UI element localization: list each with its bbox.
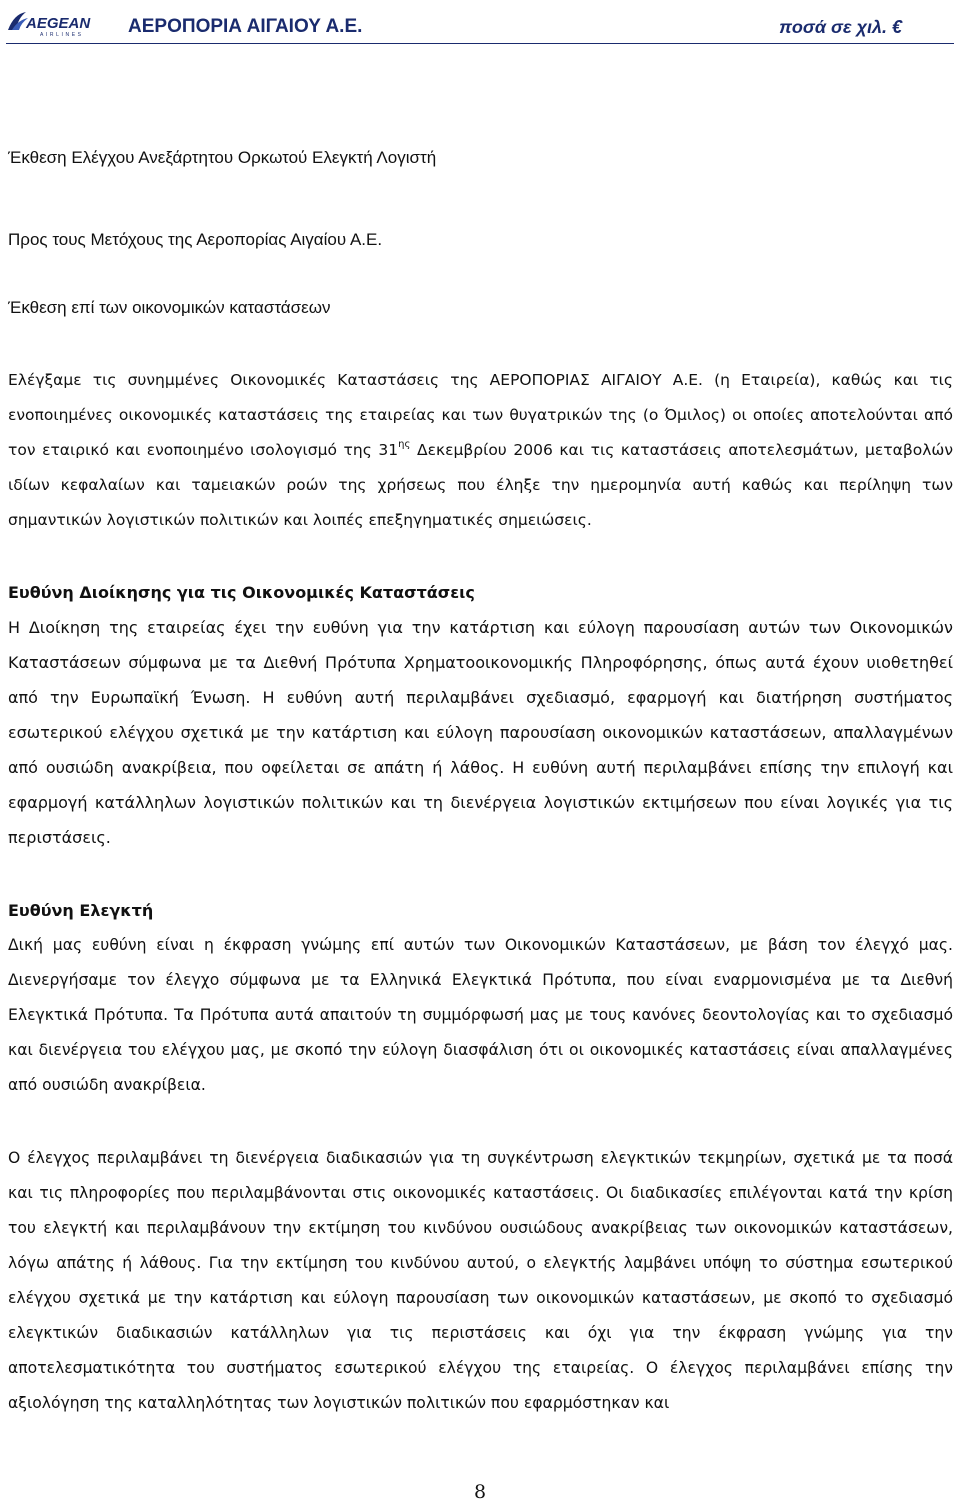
management-heading: Ευθύνη Διοίκησης για τις Οικονομικές Καταστάσεις — [8, 583, 475, 602]
intro-paragraph — [8, 363, 953, 538]
company-name: ΑΕΡΟΠΟΡΙΑ ΑΙΓΑΙΟΥ Α.Ε. — [128, 16, 363, 37]
amounts-note: ποσά σε χιλ. € — [779, 17, 902, 37]
report-title: Έκθεση Ελέγχου Ανεξάρτητου Ορκωτού Ελεγκτή Λογιστή — [8, 148, 437, 167]
svg-text:AEGEAN: AEGEAN — [26, 15, 91, 32]
fs-heading: Έκθεση επί των οικονομικών καταστάσεων — [8, 298, 331, 317]
intro-text-start: Ελέγξαμε τις συνημμένες Οικονομικές Καταστάσεις της ΑΕΡΟΠΟΡΙΑΣ ΑΙΓΑΙΟΥ Α.Ε. (η Εταιρεία), καθώς και τις ενοποιημένες οικονομικές καταστάσεις της εταιρείας και των θυγατρικών της (ο Όμιλος) οι οποίες αποτελούνται από τον εταιρικό και ενοποιημένο ισολογισμό της 31 — [8, 371, 953, 459]
page-number: 8 — [473, 1481, 487, 1503]
auditor-paragraph: Δική μας ευθύνη είναι η έκφραση γνώμης επί αυτών των Οικονομικών Καταστάσεων, με βάση τον έλεγχό μας. Διενεργήσαμε τον έλεγχο σύμφωνα με τα Ελληνικά Ελεγκτικά Πρότυπα, που είναι εναρμονισμένα με τα Διεθνή Ελεγκτικά Πρότυπα. Τα Πρότυπα αυτά απαιτούν τη συμμόρφωσή μας με τους κανόνες δεοντολογίας και το σχεδιασμό και διενέργεια του ελέγχου μας, με σκοπό την εύλογη διασφάλιση ότι οι οικονομικές καταστάσεις είναι απαλλαγμένες από ουσιώδη ανακρίβεια. — [8, 936, 953, 1094]
aegean-logo — [6, 8, 94, 38]
addressee: Προς τους Μετόχους της Αεροπορίας Αιγαίου Α.Ε. — [8, 230, 383, 249]
procedures-paragraph: Ο έλεγχος περιλαμβάνει τη διενέργεια διαδικασιών για τη συγκέντρωση ελεγκτικών τεκμηρίων, σχετικά με τα ποσά και τις πληροφορίες που περιλαμβάνονται στις οικονομικές καταστάσεις. Οι διαδικασίες επιλέγονται κατά την κρίση του ελεγκτή και περιλαμβάνουν την εκτίμηση του κινδύνου ουσιώδους ανακρίβειας των οικονομικών καταστάσεων, λόγω απάτης ή λάθους. Για την εκτίμηση του κινδύνου αυτού, ο ελεγκτής λαμβάνει υπόψη το σύστημα εσωτερικού ελέγχου σχετικά με την κατάρτιση και εύλογη παρουσίαση των οικονομικών καταστάσεων, με σκοπό το σχεδιασμό ελεγκτικών διαδικασιών κατάλληλων για τις περιστάσεις και όχι για την έκφραση γνώμης για την αποτελεσματικότητα του συστήματος εσωτερικού ελέγχου της εταιρείας. Ο έλεγχος περιλαμβάνει επίσης την αξιολόγηση της καταλληλότητας των λογιστικών πολιτικών που εφαρμόστηκαν και — [8, 1149, 953, 1412]
aegean-logo-icon — [6, 8, 94, 38]
management-paragraph: Η Διοίκηση της εταιρείας έχει την ευθύνη για την κατάρτιση και εύλογη παρουσίαση αυτών των Οικονομικών Καταστάσεων σύμφωνα με τα Διεθνή Πρότυπα Χρηματοοικονομικής Πληροφόρησης, όπως αυτά έχουν υιοθετηθεί από την Ευρωπαϊκή Ένωση. Η ευθύνη αυτή περιλαμβάνει σχεδιασμό, εφαρμογή και διατήρηση συστήματος εσωτερικού ελέγχου σχετικά με την κατάρτιση και εύλογη παρουσίαση οικονομικών καταστάσεων, απαλλαγμένων από ουσιώδη ανακρίβεια, που οφείλεται σε απάτη ή λάθος. Η ευθύνη αυτή περιλαμβάνει επίσης την επιλογή και εφαρμογή κατάλληλων λογιστικών πολιτικών και τη διενέργεια λογιστικών εκτιμήσεων που είναι λογικές για τις περιστάσεις. — [8, 618, 953, 847]
page-header — [0, 0, 960, 44]
ordinal-suffix: ης — [398, 439, 411, 450]
header-divider — [6, 43, 954, 44]
auditor-heading: Ευθύνη Ελεγκτή — [8, 901, 154, 920]
svg-text:AIRLINES: AIRLINES — [40, 32, 84, 38]
intro-text-end: Δεκεμβρίου 2006 και τις καταστάσεις αποτελεσμάτων, μεταβολών ιδίων κεφαλαίων και ταμειακών ροών της χρήσεως που έληξε την ημερομηνία αυτή καθώς και περίληψη των σημαντικών λογιστικών πολιτικών και λοιπές επεξηγηματικές σημειώσεις. — [8, 441, 954, 529]
